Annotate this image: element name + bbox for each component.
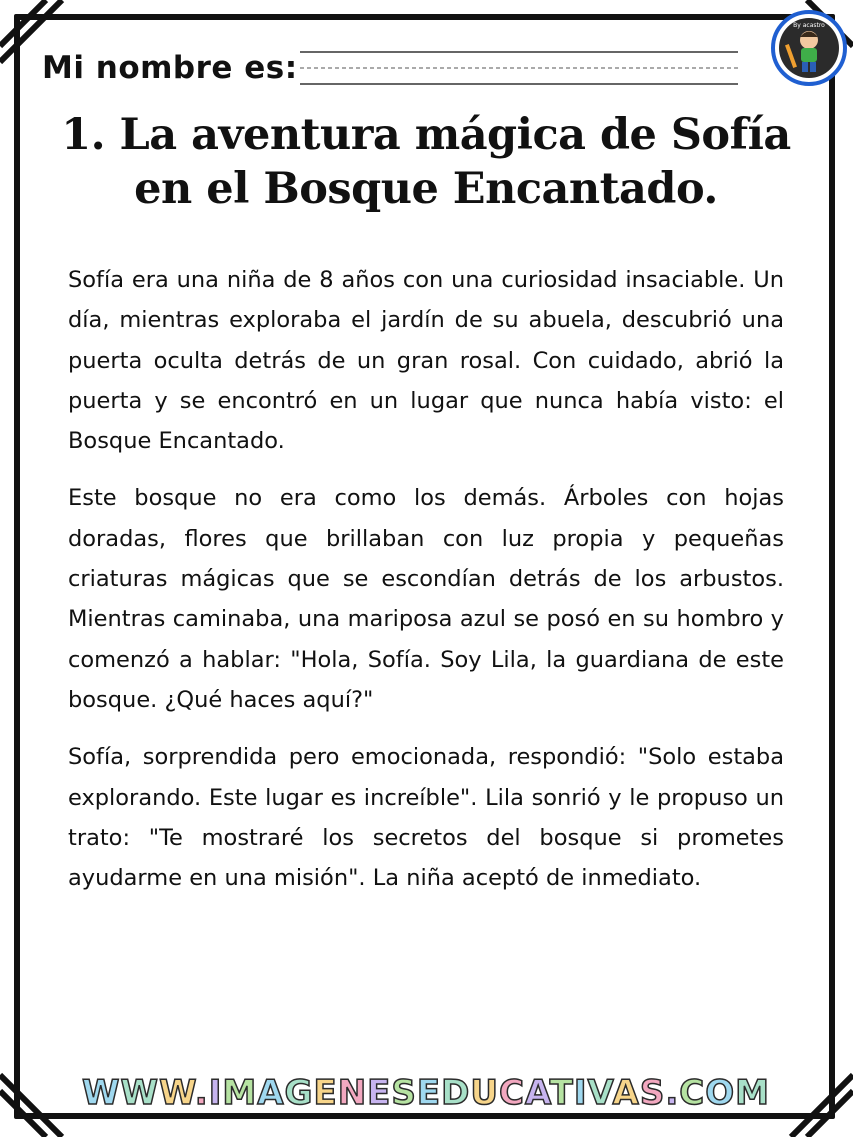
story-paragraph: Sofía era una niña de 8 años con una curiosidad insaciable. Un día, mientras exploraba el jardín de su abuela, descubrió una puerta oculta detrás de un gran rosal. Con cuidado, abrió la puerta y se encontró en un lugar que nunca había visto: el Bosque Encantado. — [68, 267, 784, 455]
author-logo — [771, 10, 847, 86]
story-paragraph: Sofía, sorprendida pero emocionada, respondió: "Solo estaba explorando. Este lugar es increíble". Lila sonrió y le propuso un trato: "Te mostraré los secretos del bosque si prometes ayudarme en una misión". La niña aceptó de inmediato. — [68, 744, 784, 892]
name-writing-lines[interactable] — [300, 48, 740, 90]
corner-decoration-bottom-left — [0, 1067, 70, 1137]
corner-decoration-bottom-right — [783, 1067, 853, 1137]
story-text — [68, 260, 784, 915]
svg-text:By acastro: By acastro — [793, 22, 825, 29]
story-title: 1. La aventura mágica de Sofía en el Bosque Encantado. — [61, 110, 791, 214]
story-paragraph: Este bosque no era como los demás. Árboles con hojas doradas, flores que brillaban con luz propia y pequeñas criaturas mágicas que se escondían detrás de los arbustos. Mientras caminaba, una mariposa azul se posó en su hombro y comenzó a hablar: "Hola, Sofía. Soy Lila, la guardiana de este bosque. ¿Qué haces aquí?" — [68, 485, 784, 713]
name-field-row — [42, 44, 742, 94]
footer-url-text: WWW.IMAGENESEDUCATIVAS.COM — [82, 1073, 770, 1113]
name-label: Mi nombre es: — [42, 50, 298, 86]
footer-website-url — [82, 1066, 770, 1114]
author-logo-icon — [771, 10, 847, 86]
